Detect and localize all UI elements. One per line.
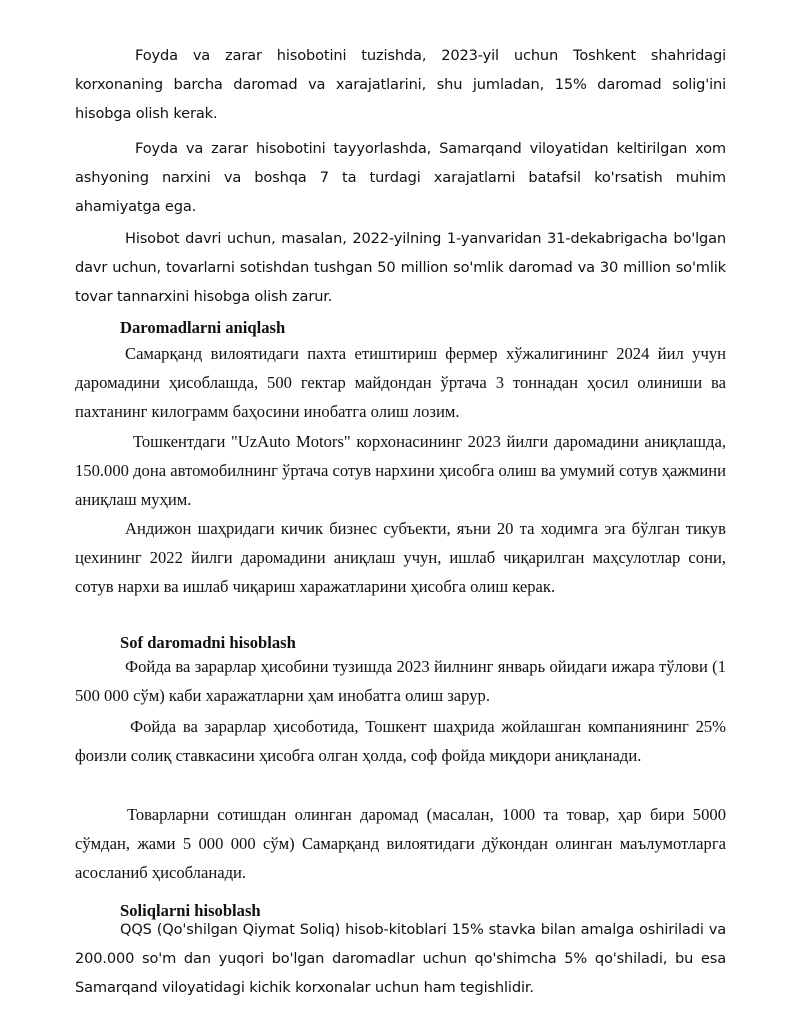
- paragraph-goods-sales-revenue: Товарларни сотишдан олинган даромад (масалан, 1000 та товар, ҳар бири 5000 сўмдан, жами 5 000 000 сўм) Самарқанд вилоятидаги дўкондан олинган маълумотларга асосланиб ҳисобланади.: [75, 805, 726, 882]
- paragraph-pl-report-samarkand: Foyda va zarar hisobotini tayyorlashda, Samarqand viloyatidan keltirilgan xom ashyoning narxini va boshqa 7 ta turdagi xarajatlarni batafsil ko'rsatish muhim ahamiyatga ega.: [75, 140, 726, 215]
- paragraph-rent-expense: Фойда ва зарарлар ҳисобини тузишда 2023 йилнинг январь ойидаги ижара тўлови (1 500 000 сўм) каби харажатларни ҳам инобатга олиш зарур.: [75, 657, 726, 705]
- paragraph-uzauto-motors: Тошкентдаги "UzAuto Motors" корхонасининг 2023 йилги даромадини аниқлашда, 150.000 дона автомобилнинг ўртача сотув нархини ҳисобга олиш ва умумий сотув ҳажмини аниқлаш муҳим.: [75, 432, 726, 509]
- heading-tax-calculation: Soliqlarni hisoblash: [120, 901, 261, 920]
- paragraph-reporting-period: Hisobot davri uchun, masalan, 2022-yilning 1-yanvaridan 31-dekabrigacha bo'lgan davr uchun, tovarlarni sotishdan tushgan 50 million so'mlik daromad va 30 million so'mlik tovar tannarxini hisobga olish zarur.: [75, 230, 726, 305]
- paragraph-tax-rate-net-profit: Фойда ва зарарлар ҳисоботида, Тошкент шаҳрида жойлашган компаниянинг 25% фоизли солиқ ставкасини ҳисобга олган ҳолда, соф фойда миқдори аниқланади.: [75, 717, 726, 765]
- heading-net-income-calculation: Sof daromadni hisoblash: [120, 633, 296, 652]
- paragraph-cotton-farm: Самарқанд вилоятидаги пахта етиштириш фермер хўжалигининг 2024 йил учун даромадини ҳисоблашда, 500 гектар майдондан ўртача 3 тоннадан ҳосил олиниши ва пахтанинг килограмм баҳосини инобатга олиш лозим.: [75, 344, 726, 421]
- paragraph-pl-report-tashkent: Foyda va zarar hisobotini tuzishda, 2023-yil uchun Toshkent shahridagi korxonaning barcha daromad va xarajatlarini, shu jumladan, 15% daromad solig'ini hisobga olish kerak.: [75, 47, 726, 122]
- paragraph-vat-calculation: QQS (Qo'shilgan Qiymat Soliq) hisob-kitoblari 15% stavka bilan amalga oshiriladi va 200.000 so'm dan yuqori bo'lgan daromadlar uchun qo'shimcha 5% qo'shiladi, bu esa Samarqand viloyatidagi kichik korxonalar uchun ham tegishlidir.: [75, 921, 726, 996]
- paragraph-andijan-sewing-shop: Андижон шаҳридаги кичик бизнес субъекти, яъни 20 та ходимга эга бўлган тикув цехининг 2022 йилги даромадини аниқлаш учун, ишлаб чиқарилган маҳсулотлар сони, сотув нархи ва ишлаб чиқариш харажатларини ҳисобга олиш керак.: [75, 519, 726, 596]
- heading-revenue-determination: Daromadlarni aniqlash: [120, 318, 286, 337]
